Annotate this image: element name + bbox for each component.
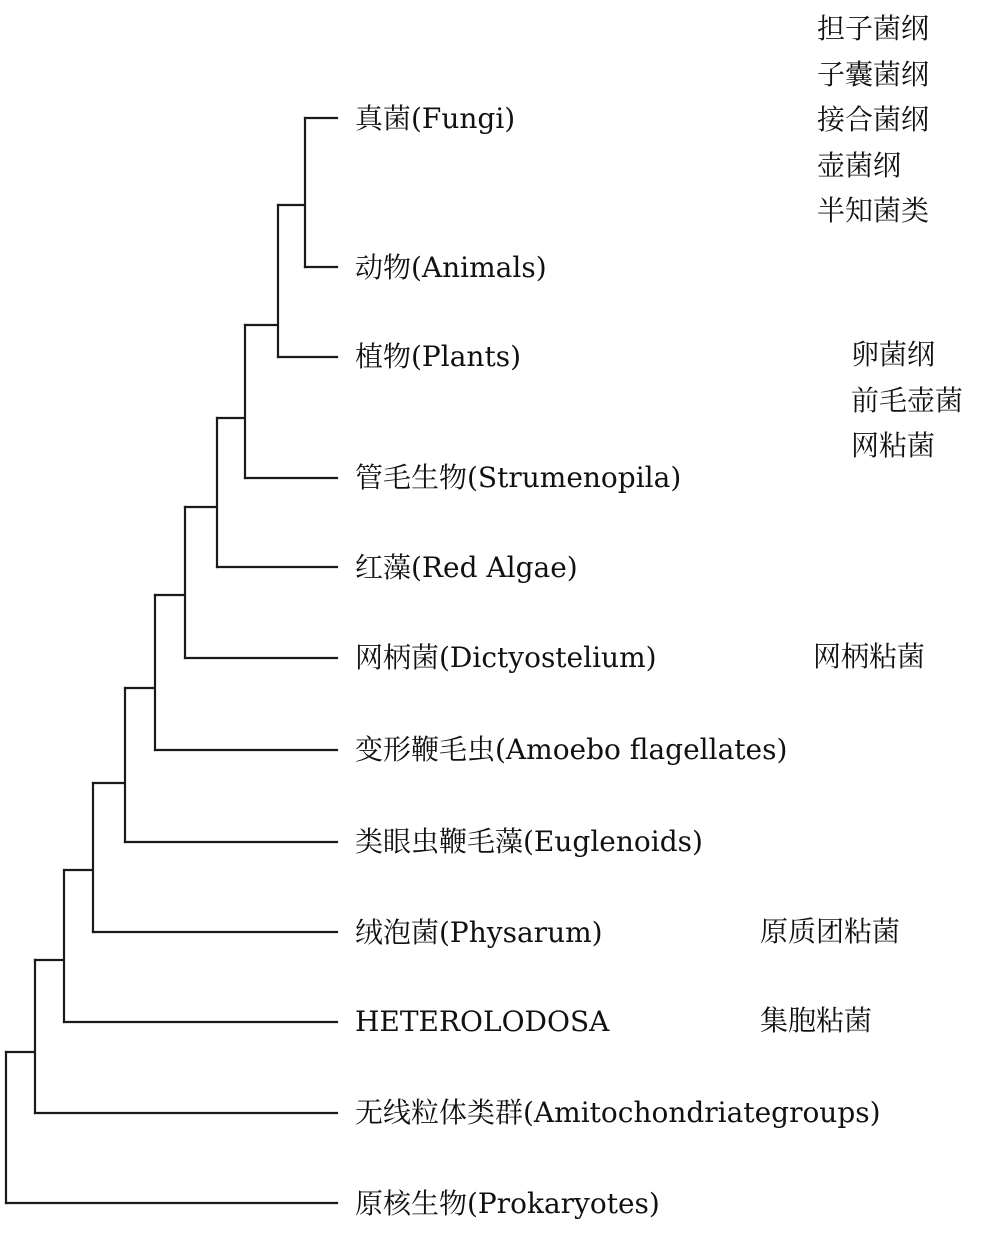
clade-heterolodosa	[35, 870, 64, 1022]
taxon-fungi-label: 真菌(Fungi)	[355, 102, 516, 135]
clade-red-algae	[185, 418, 217, 567]
taxon-plants-label: 植物(Plants)	[355, 340, 521, 373]
clade-amitochondria	[6, 960, 35, 1113]
taxon-prokaryotes-label: 原核生物(Prokaryotes)	[355, 1187, 660, 1220]
taxon-heterolodosa-label: HETEROLODOSA	[355, 1005, 610, 1038]
clade-fungi-animals	[278, 118, 305, 267]
clade-amoebo-flagellates	[125, 595, 155, 750]
clade-euglenoids	[93, 688, 125, 842]
clade-physarum	[64, 783, 93, 932]
fungi-class-item: 壶菌纲	[817, 148, 902, 182]
clade-opisthokonts-plants	[245, 205, 278, 357]
physarum-note-text: 原质团粘菌	[760, 915, 901, 948]
clade-dictyostelium	[155, 507, 185, 658]
taxon-animals-label: 动物(Animals)	[355, 251, 547, 284]
fungi-class-item: 担子菌纲	[817, 12, 930, 45]
fungi-class-item: 接合菌纲	[817, 103, 930, 136]
dictyostelium-note	[813, 634, 925, 680]
strumenopila-group-item: 前毛壶菌	[851, 383, 964, 417]
taxon-euglenoids-label: 类眼虫鞭毛藻(Euglenoids)	[355, 825, 703, 858]
clade-strumenopila	[217, 325, 245, 478]
taxon-amoebo-flagellates-label: 变形鞭毛虫(Amoebo flagellates)	[355, 733, 788, 766]
taxon-strumenopila-label: 管毛生物(Strumenopila)	[355, 461, 682, 494]
taxon-red-algae-label: 红藻(Red Algae)	[355, 551, 578, 584]
fungi-class-item: 子囊菌纲	[817, 57, 930, 91]
physarum-note	[760, 909, 900, 955]
heterolodosa-note-text: 集胞粘菌	[760, 1004, 873, 1037]
strumenopila-groups-list	[851, 332, 963, 469]
taxon-physarum-label: 绒泡菌(Physarum)	[355, 916, 603, 949]
fungi-class-item: 半知菌类	[817, 194, 930, 227]
taxon-amitochondria-label: 无线粒体类群(Amitochondriategroups)	[355, 1096, 881, 1129]
dictyostelium-note-text: 网柄粘菌	[813, 640, 926, 673]
taxon-dictyostelium-label: 网柄菌(Dictyostelium)	[355, 641, 657, 674]
strumenopila-group-item: 网粘菌	[851, 429, 936, 462]
strumenopila-group-item: 卵菌纲	[851, 338, 936, 371]
heterolodosa-note	[760, 998, 872, 1044]
fungi-classes-list	[817, 6, 929, 234]
